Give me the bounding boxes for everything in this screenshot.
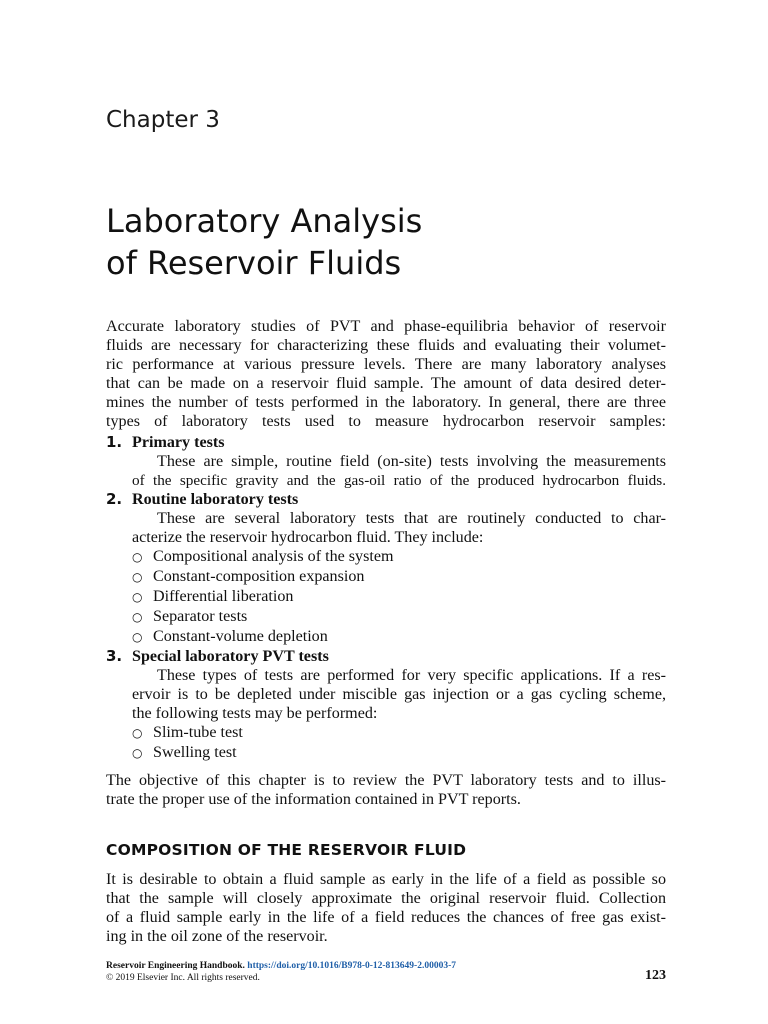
text-line: of the specific gravity and the gas-oil ratio of the produced hydrocarbon fluids.: [132, 472, 666, 489]
text-line: These are simple, routine field (on-site) tests involving the measurements: [157, 453, 666, 470]
chapter-title-line: of Reservoir Fluids: [106, 244, 402, 282]
list-heading-text: Routine laboratory tests: [132, 491, 299, 508]
chapter-label: Chapter 3: [106, 107, 220, 133]
list-item-heading: [106, 647, 666, 666]
list-number: 1.: [106, 433, 123, 451]
bullet-icon: ○: [132, 570, 143, 584]
chapter-title: [106, 200, 422, 284]
list-item-heading: [106, 433, 666, 452]
bullet-icon: ○: [132, 610, 143, 624]
list-number: 2.: [106, 490, 123, 508]
text-line: mines the number of tests performed in the laboratory. In general, there are three: [106, 394, 666, 411]
page-footer: [106, 960, 666, 984]
special-tests-list: [132, 723, 666, 763]
test-type-primary: [106, 433, 666, 490]
list-heading-text: Special laboratory PVT tests: [132, 648, 329, 665]
list-item-body: [106, 452, 666, 490]
list-item-heading: [106, 490, 666, 509]
list-item-body: [106, 666, 666, 763]
text-line: It is desirable to obtain a fluid sample as early in the life of a field as possible so: [106, 871, 666, 888]
list-item-body: [106, 509, 666, 647]
citation-line: [106, 960, 666, 972]
list-item: ○ Constant-volume depletion: [132, 628, 328, 645]
bullet-icon: ○: [132, 630, 143, 644]
test-type-routine: [106, 490, 666, 647]
section-paragraph: [106, 870, 666, 946]
text-line: ing in the oil zone of the reservoir.: [106, 928, 328, 945]
text-line: the following tests may be performed:: [132, 705, 378, 722]
text-line: ervoir is to be depleted under miscible gas injection or a gas cycling scheme,: [132, 686, 666, 703]
test-types-list: [106, 433, 666, 763]
text-line: acterize the reservoir hydrocarbon fluid. They include:: [132, 529, 484, 546]
text-line: The objective of this chapter is to review the PVT laboratory tests and to illus-: [106, 772, 666, 789]
text-line: Accurate laboratory studies of PVT and phase-equilibria behavior of reservoir: [106, 318, 666, 335]
list-item: ○ Constant-composition expansion: [132, 568, 365, 585]
text-line: trate the proper use of the information contained in PVT reports.: [106, 791, 521, 808]
section-heading: COMPOSITION OF THE RESERVOIR FLUID: [106, 841, 467, 859]
text-line: These are several laboratory tests that are routinely conducted to char-: [157, 510, 666, 527]
intro-paragraph: [106, 317, 666, 431]
bullet-icon: ○: [132, 590, 143, 604]
chapter-title-line: Laboratory Analysis: [106, 202, 423, 240]
list-item: ○ Swelling test: [132, 744, 237, 761]
list-number: 3.: [106, 647, 123, 665]
list-item: ○ Separator tests: [132, 608, 248, 625]
list-item: ○ Differential liberation: [132, 588, 294, 605]
list-heading-text: Primary tests: [132, 434, 225, 451]
list-item: ○ Compositional analysis of the system: [132, 548, 394, 565]
text-line: fluids are necessary for characterizing these fluids and evaluating their volumet-: [106, 337, 666, 354]
bullet-icon: ○: [132, 550, 143, 564]
text-line: of a fluid sample early in the life of a field reduces the chances of free gas exist-: [106, 909, 666, 926]
text-line: ric performance at various pressure levels. There are many laboratory analyses: [106, 356, 666, 373]
chapter-body: [106, 317, 666, 946]
page-number: 123: [645, 968, 666, 983]
text-line: that can be made on a reservoir fluid sample. The amount of data desired deter-: [106, 375, 666, 392]
text-line: that the sample will closely approximate the original reservoir fluid. Collection: [106, 890, 666, 907]
text-line: These types of tests are performed for very specific applications. If a res-: [157, 667, 666, 684]
routine-tests-list: [132, 547, 666, 647]
bullet-icon: ○: [132, 726, 143, 740]
test-type-special: [106, 647, 666, 763]
text-line: types of laboratory tests used to measure hydrocarbon reservoir samples:: [106, 413, 666, 430]
closing-paragraph: [106, 771, 666, 809]
doi-link[interactable]: https://doi.org/10.1016/B978-0-12-813649-2.00003-7: [247, 961, 457, 971]
bullet-icon: ○: [132, 746, 143, 760]
copyright: © 2019 Elsevier Inc. All rights reserved.: [106, 973, 260, 983]
book-title: Reservoir Engineering Handbook.: [106, 961, 245, 971]
list-item: ○ Slim-tube test: [132, 724, 243, 741]
